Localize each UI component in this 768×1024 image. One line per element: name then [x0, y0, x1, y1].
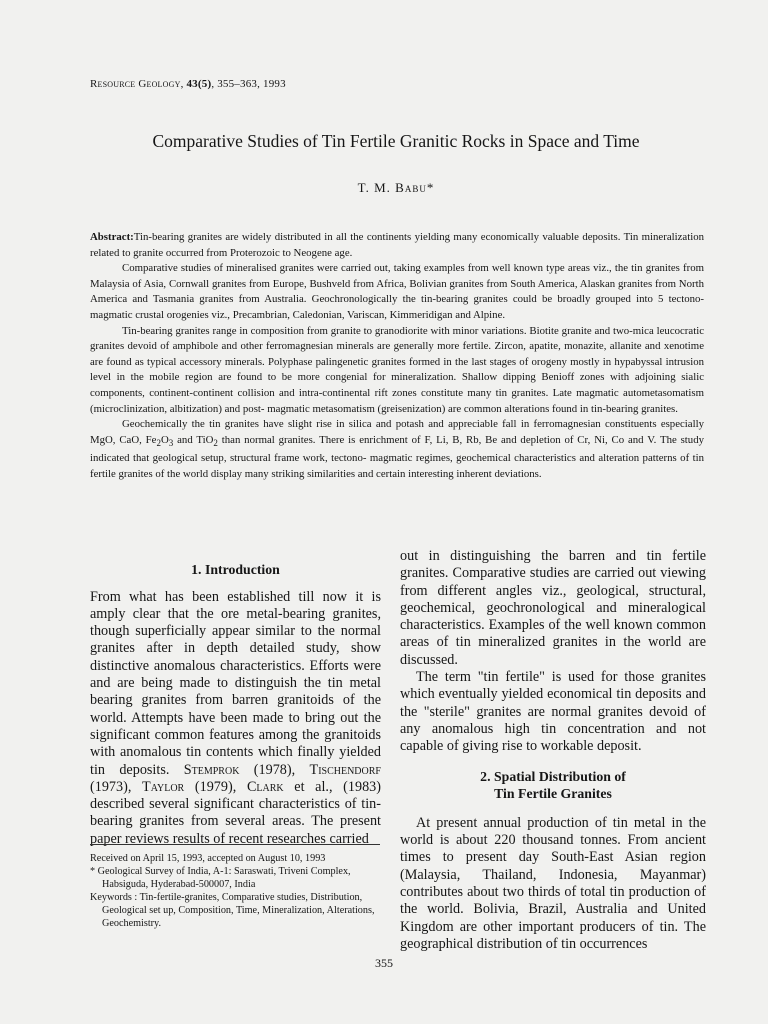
author-surname: Babu — [395, 180, 427, 195]
footnote-received: Received on April 15, 1993, accepted on August 10, 1993 — [90, 853, 326, 864]
journal-pages-year: , 355–363, 1993 — [211, 78, 286, 90]
introduction-text-continued: et al., (1983) described several significant characteristics of tin-bearing granites from several areas. The present paper reviews results of recent researches carried — [90, 778, 381, 847]
footnotes — [90, 852, 381, 931]
reference-taylor-year: (1979), — [184, 778, 247, 795]
abstract-text-4c: and TiO — [173, 433, 214, 446]
introduction-continuation: out in distinguishing the barren and tin fertile granites. Comparative studies are carried out viewing from different angles viz., geological, structural, geochemical, geochronological and mineralogical characteristics. Examples of the well known common areas of tin mineralized granites in the world are discussed. — [400, 548, 706, 668]
abstract-paragraph-4 — [90, 417, 704, 483]
abstract-paragraph-2: Comparative studies of mineralised granites were carried out, taking examples from well known type areas viz., the tin granites from Malaysia of Asia, Cornwall granites from Europe, Bushveld from Africa, Bolivian granites from South America, Alaskan granites from North America and Tasmania granites from Australia. Geochronologically the tin-bearing granites could be broadly grouped into 5 tectono-magmatic crustal orogenies viz., Precambrian, Caledonian, Variscan, Kimmeridigan and Alpine. — [90, 262, 704, 321]
paper-title: Comparative Studies of Tin Fertile Granitic Rocks in Space and Time — [152, 131, 640, 151]
left-column — [90, 560, 381, 848]
footnote-divider — [90, 844, 380, 845]
abstract-text-1: Tin-bearing granites are widely distributed in all the continents yielding many economically valuable deposits. Tin mineralization related to granite occurred from Proterozoic to Neogene age. — [90, 231, 704, 259]
abstract-paragraph-3: Tin-bearing granites range in composition from granite to granodiorite with minor variations. Biotite granite and two-mica leucocratic granites devoid of amphibole and other ferromagnesian minerals are generally more fertile. Zircon, apatite, monazite, allanite and xenotime are found as typical accessory minerals. Polyphase palingenetic granites formed in the last stages of orogeny mostly in hypabyssal intrusion level in the mobile region are found to be more congenial for mineralization. Shallow dipping Benioff zones with adjoining sialic components, continent-continent collision and intra-continental rift zones constitute many tin granites. Late magmatic autometasomatism (microclinization, albitization) and post- magmatic metasomatism (greisenization) are common alterations found in tin-bearing granites. — [90, 324, 704, 415]
journal-citation: Resource Geology, 43(5), 355–363, 1993 — [90, 78, 286, 90]
journal-volume: 43(5) — [186, 78, 212, 90]
reference-stemprok-year: (1978), — [239, 761, 310, 778]
journal-name: Resource Geology — [90, 78, 181, 90]
author-initials: T. M. — [357, 180, 396, 195]
reference-stemprok: Stemprok — [183, 761, 240, 778]
term-definition-paragraph: The term "tin fertile" is used for those granites which eventually yielded economical tin deposits and the "sterile" granites are normal granites devoid of any anomalous high tin concentration and not capable of giving rise to workable deposit. — [400, 669, 706, 755]
subscript-2b: 2 — [213, 437, 218, 448]
reference-taylor: Taylor — [142, 778, 185, 795]
author-footnote-mark: * — [426, 180, 435, 195]
footnote-affiliation: * Geological Survey of India, A-1: Saraswati, Triveni Complex, Habsiguda, Hyderabad-500007, India — [90, 866, 351, 891]
introduction-paragraph — [90, 589, 381, 848]
abstract-label: Abstract: — [90, 231, 134, 243]
reference-tischendorf: Tischendorf — [309, 761, 381, 778]
footnote-keywords: Keywords : Tin-fertile-granites, Comparative studies, Distribution, Geological set up, Composition, Time, Mineralization, Alterations, Geochemistry. — [90, 892, 375, 930]
subscript-2: 2 — [156, 437, 161, 448]
abstract-paragraph-1 — [90, 230, 704, 261]
reference-tischendorf-year: (1973), — [90, 778, 143, 795]
abstract-text-4d: than normal granites. There is enrichment of F, Li, B, Rb, Be and depletion of Cr, Ni, Co and V. The study indicated that geological setup, structural frame work, tectono- magmatic regimes, geochemical characteristics and alteration patterns of tin fertile granites of the world display many striking similarities and certain interesting inherent deviations. — [90, 433, 705, 481]
introduction-text: From what has been established till now it is amply clear that the ore metal-bearing granites, though superficially appear similar to the normal granites after in depth detailed study, show distinctive anomalous characteristics. Efforts were and are being made to distinguish the tin metal bearing granites from barren granitoids of the world. Attempts have been made to bring out the significant common features among the granitoids with anomalous tin contents which finally yielded tin deposits. — [90, 588, 381, 778]
section-heading-2-line-1: 2. Spatial Distribution of — [480, 768, 626, 784]
section-heading-introduction: 1. Introduction — [191, 562, 280, 577]
abstract-text-4a: Geochemically the tin granites have slight rise in silica and potash and appreciable fall in ferromagnesian constituents especially MgO, CaO, Fe — [90, 418, 704, 446]
subscript-3: 3 — [168, 437, 174, 448]
page-number: 355 — [375, 956, 393, 970]
reference-clark: Clark — [246, 778, 284, 795]
right-column — [400, 548, 706, 953]
spatial-distribution-paragraph: At present annual production of tin metal in the world is about 220 thousand tonnes. From ancient times to present day South-East Asian region (Malaysia, Thailand, Indonesia, Mayanmar) contributes about two thirds of total tin production of the world. Bolivia, Brazil, Australia and United Kingdom are other important producers of tin. The geographical distribution of tin occurrences — [400, 814, 706, 952]
section-heading-spatial-distribution — [400, 768, 706, 803]
abstract-text-4b: O — [160, 433, 169, 446]
author-line — [0, 180, 768, 196]
abstract — [90, 230, 704, 483]
section-heading-2-line-2: Tin Fertile Granites — [494, 786, 612, 802]
